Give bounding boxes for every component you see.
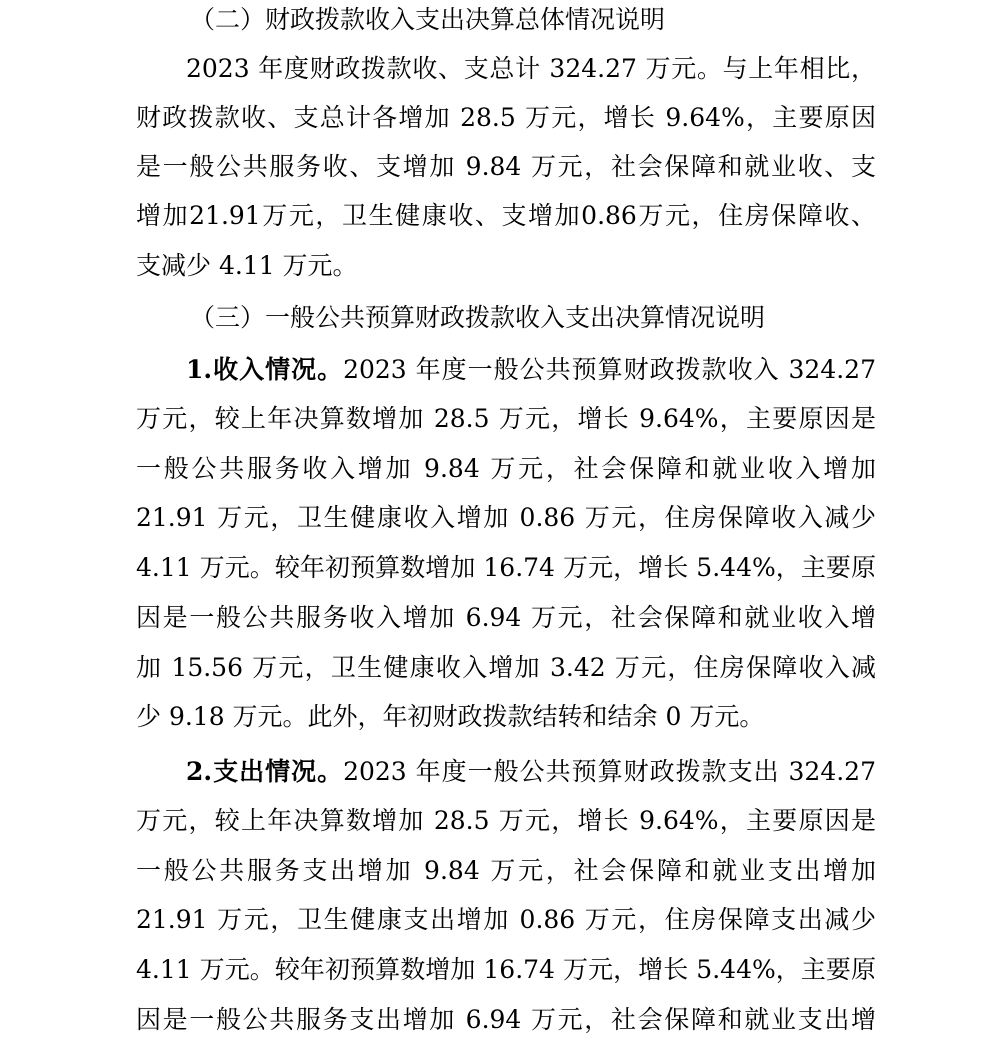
income-line: 加 15.56 万元，卫生健康收入增加 3.42 万元，住房保障收入减	[136, 653, 876, 682]
expense-line: 一般公共服务支出增加 9.84 万元，社会保障和就业支出增加	[136, 856, 876, 885]
income-first-rest: 2023 年度一般公共预算财政拨款收入 324.27	[343, 355, 876, 384]
section-two-line: 2023 年度财政拨款收、支总计 324.27 万元。与上年相比，	[186, 54, 876, 83]
expense-line: 万元，较上年决算数增加 28.5 万元，增长 9.64%，主要原因是	[136, 806, 876, 835]
section-two-line: 财政拨款收、支总计各增加 28.5 万元，增长 9.64%，主要原因	[136, 103, 876, 132]
section-two-line: 支减少 4.11 万元。	[136, 251, 358, 280]
expense-line: 21.91 万元，卫生健康支出增加 0.86 万元，住房保障支出减少	[136, 905, 876, 934]
expense-first-line	[186, 752, 876, 792]
income-first-line	[186, 350, 876, 390]
section-three-heading: （三）一般公共预算财政拨款收入支出决算情况说明	[190, 303, 766, 332]
expense-line: 因是一般公共服务支出增加 6.94 万元，社会保障和就业支出增	[136, 1005, 876, 1034]
income-line: 4.11 万元。较年初预算数增加 16.74 万元，增长 5.44%，主要原	[136, 553, 876, 582]
income-line: 少 9.18 万元。此外，年初财政拨款结转和结余 0 万元。	[136, 702, 765, 731]
expense-line: 4.11 万元。较年初预算数增加 16.74 万元，增长 5.44%，主要原	[136, 955, 876, 984]
income-line: 21.91 万元，卫生健康收入增加 0.86 万元，住房保障收入减少	[136, 503, 876, 532]
expense-lead: 2.支出情况。	[186, 757, 344, 786]
income-line: 一般公共服务收入增加 9.84 万元，社会保障和就业收入增加	[136, 454, 876, 483]
section-two-line: 增加21.91万元，卫生健康收、支增加0.86万元，住房保障收、	[136, 201, 876, 230]
section-two-line: 是一般公共服务收、支增加 9.84 万元，社会保障和就业收、支	[136, 152, 876, 181]
income-lead: 1.收入情况。	[186, 355, 344, 384]
expense-first-rest: 2023 年度一般公共预算财政拨款支出 324.27	[343, 757, 876, 786]
income-line: 万元，较上年决算数增加 28.5 万元，增长 9.64%，主要原因是	[136, 404, 876, 433]
income-line: 因是一般公共服务收入增加 6.94 万元，社会保障和就业收入增	[136, 603, 876, 632]
section-two-heading: （二）财政拨款收入支出决算总体情况说明	[190, 5, 666, 34]
